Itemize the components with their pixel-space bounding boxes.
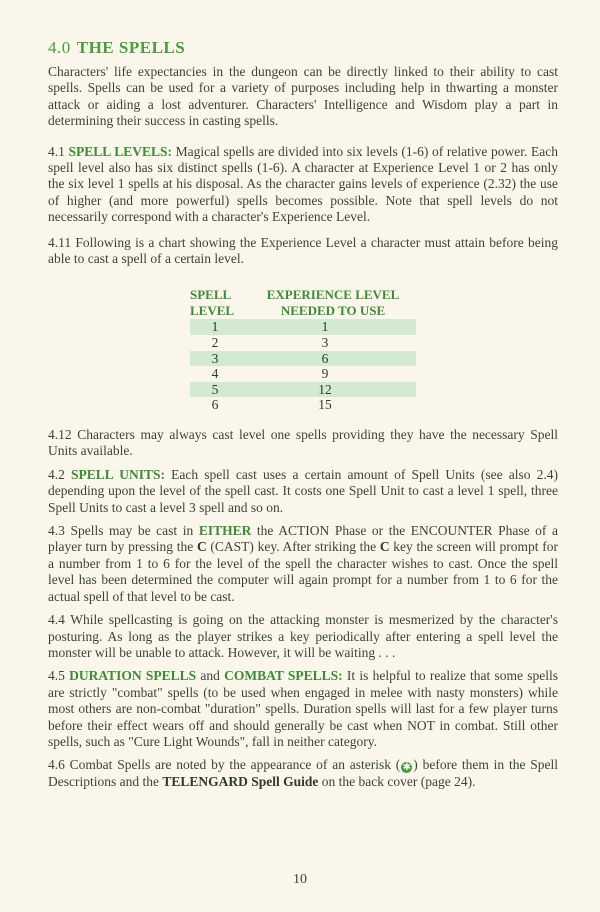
col-header-needed: NEEDED TO USE — [280, 303, 386, 319]
text-run: 4.3 Spells may be cast in — [48, 523, 199, 539]
section-heading — [48, 38, 558, 58]
paragraph-number: 4.1 — [48, 143, 65, 159]
text-run: the ACTION Phase or the ENCOUNTER Phase of a player turn by pressing the — [48, 523, 558, 555]
spell-level-cell: 2 — [211, 335, 219, 351]
text-run: ) before them in the Spell Descriptions and the — [48, 757, 558, 789]
paragraph-4-1 — [48, 144, 558, 226]
spell-levels-heading: SPELL LEVELS: — [68, 143, 172, 159]
asterisk-icon: ✱ — [402, 762, 411, 774]
paragraph-4-2 — [48, 467, 558, 516]
duration-spells-heading: DURATION SPELLS — [69, 668, 197, 684]
spell-units-heading: SPELL UNITS: — [71, 466, 165, 482]
experience-level-cell: 3 — [321, 335, 329, 351]
experience-level-cell: 6 — [321, 350, 329, 366]
spell-level-cell: 3 — [211, 350, 219, 366]
paragraph-4-4: 4.4 While spellcasting is going on the attacking monster is mesmerized by the character's posturing. As long as the player strikes a key periodically after entering a spell level the monster will be unable to attack. However, it will be waiting . . . — [48, 612, 558, 660]
intro-paragraph: Characters' life expectancies in the dungeon can be directly linked to their ability to cast spells. Spells can be used for a variety of purposes including help in thwarting a monster attack or aiding a lost adventurer. Characters' Intelligence and Wisdom play a part in determining their success in casting spells. — [48, 64, 558, 129]
table-header-row-2 — [190, 303, 416, 319]
page-number: 10 — [293, 872, 307, 887]
text-run: and — [196, 668, 225, 684]
table-header-row-1 — [190, 287, 416, 303]
cast-key-label: C — [379, 539, 390, 555]
spell-level-cell: 5 — [211, 381, 219, 397]
col-header-spell: SPELL — [190, 287, 232, 303]
spell-level-cell: 6 — [211, 397, 219, 413]
paragraph-4-12: 4.12 Characters may always cast level one spells providing they have the necessary Spell Units available. — [48, 427, 558, 459]
table-row — [190, 319, 416, 335]
paragraph-4-3 — [48, 523, 558, 605]
combat-spells-heading: COMBAT SPELLS: — [224, 668, 343, 684]
paragraph-4-11: 4.11 Following is a chart showing the Experience Level a character must attain before being able to cast a spell of a certain level. — [48, 234, 558, 267]
table-row — [190, 382, 416, 398]
section-title: THE SPELLS — [76, 38, 186, 57]
paragraph-text: Magical spells are divided into six levels (1-6) of relative power. Each spell level also has six distinct spells (1-6). A character at Experience Level 1 or 2 has only the six level 1 spells at his disposal. As the character gains levels of experience (2.32) the use of higher (and more powerful) spells becomes possible. Note that spell levels do not necessarily correspond with a character's Experience Level. — [48, 143, 559, 225]
table-row — [190, 335, 416, 351]
text-run: 4.6 Combat Spells are noted by the appearance of an asterisk ( — [48, 757, 401, 773]
paragraph-number: 4.5 — [48, 668, 65, 684]
paragraph-4-6 — [48, 757, 558, 790]
spell-level-cell: 1 — [211, 319, 219, 335]
either-emphasis: EITHER — [198, 523, 252, 539]
spell-level-table — [190, 287, 416, 413]
paragraph-4-5 — [48, 668, 558, 750]
experience-level-cell: 9 — [321, 366, 329, 382]
spell-level-cell: 4 — [211, 366, 219, 382]
text-run: (CAST) key. After striking the — [206, 539, 380, 555]
table-row — [190, 366, 416, 382]
text-run: on the back cover (page 24). — [318, 773, 476, 789]
experience-level-cell: 1 — [321, 319, 329, 335]
table-row — [190, 351, 416, 367]
section-number: 4.0 — [48, 38, 71, 57]
paragraph-number: 4.2 — [48, 466, 65, 482]
col-header-experience: EXPERIENCE LEVEL — [266, 287, 400, 303]
experience-level-cell: 15 — [318, 397, 332, 413]
cast-key-label: C — [196, 539, 207, 555]
spell-guide-title: TELENGARD Spell Guide — [162, 773, 319, 789]
text-run: key the screen will prompt for a number from 1 to 6 for the level of the spell the character wishes to cast. Once the spell level has been determined the computer will again prompt for a number from 1 to 6 for the actual spell of that level to be cast. — [48, 539, 558, 604]
paragraph-text: It is helpful to realize that some spells are strictly "combat" spells (to be used when engaged in melee with nasty monsters) while most others are non-combat "duration" spells. Duration spells will last for a few player turns before their effect wears off and should generally be cast when NOT in combat. Still other spells, such as "Cure Light Wounds", fall in neither category. — [48, 668, 559, 749]
table-row — [190, 397, 416, 413]
paragraph-text: Each spell cast uses a certain amount of Spell Units (see also 2.4) depending upon the level of the spell cast. It costs one Spell Unit to cast a level 1 spell, three Spell Units to cast a level 3 spell and so on. — [48, 466, 558, 515]
experience-level-cell: 12 — [318, 381, 332, 397]
col-header-level: LEVEL — [190, 303, 235, 319]
page-content — [48, 38, 558, 790]
